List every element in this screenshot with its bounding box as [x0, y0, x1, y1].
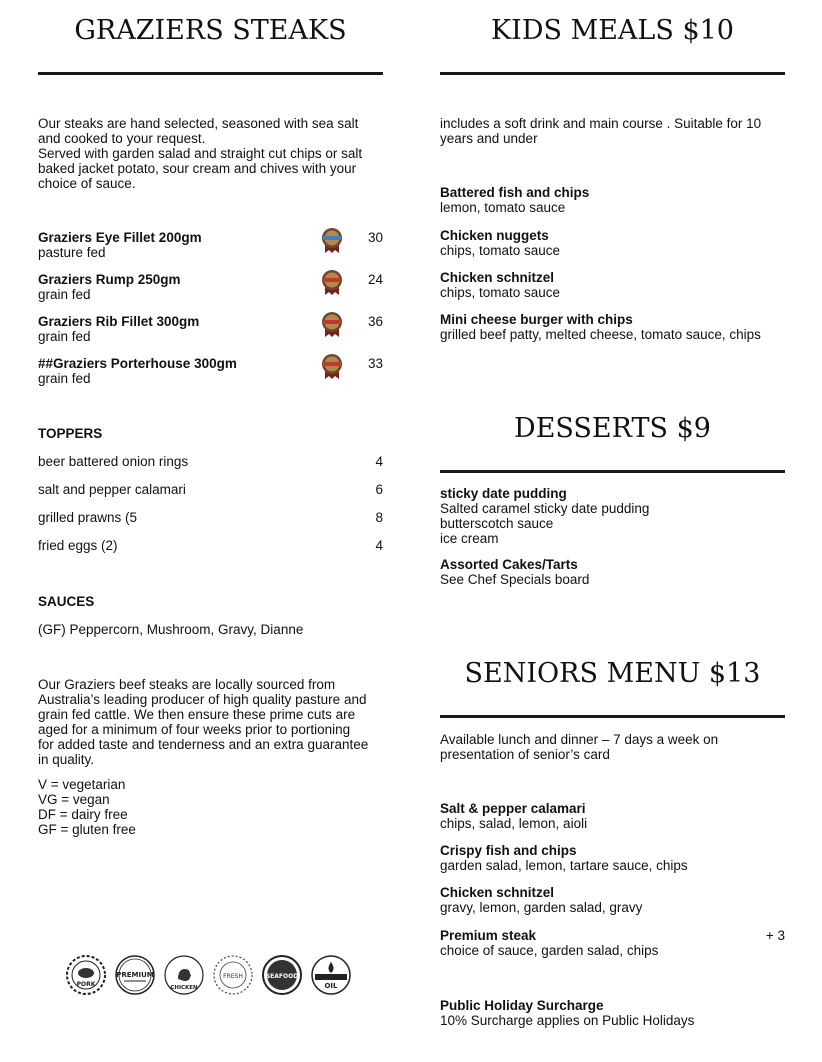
- about-line: aged for a minimum of four weeks prior to portioning: [38, 722, 351, 737]
- steak-item-price: 33: [367, 356, 383, 371]
- dessert-item-desc: Salted caramel sticky date pudding: [440, 501, 650, 516]
- fresh-seafood-logo: [262, 955, 302, 995]
- dessert-item-name: Assorted Cakes/Tarts: [440, 557, 578, 572]
- topper-price: 4: [375, 538, 383, 553]
- seniors-intro-line: presentation of senior’s card: [440, 747, 610, 762]
- surcharge-name: Public Holiday Surcharge: [440, 998, 604, 1013]
- seniors-title: SENIORS MENU $13: [464, 658, 761, 689]
- steak-item-desc: grain fed: [38, 371, 91, 386]
- about-line: in quality.: [38, 752, 95, 767]
- kids-intro: [440, 116, 785, 146]
- premium-beef-badge-icon: [321, 227, 343, 253]
- seniors-intro: [440, 732, 785, 762]
- kids-item-desc: chips, tomato sauce: [440, 243, 561, 258]
- polyunsaturated-oil-logo: [311, 955, 351, 995]
- dessert-item-name: sticky date pudding: [440, 486, 567, 501]
- dessert-item-desc: butterscotch sauce: [440, 516, 554, 531]
- steak-item: [38, 356, 383, 386]
- steaks-intro-line: Served with garden salad and straight cut chips or salt: [38, 146, 363, 161]
- steak-item-name: Graziers Rib Fillet 300gm: [38, 314, 200, 329]
- seniors-item-price: + 3: [765, 928, 785, 943]
- seniors-intro-line: Available lunch and dinner – 7 days a week on: [440, 732, 719, 747]
- kids-item: [440, 228, 785, 258]
- steak-item-desc: grain fed: [38, 287, 91, 302]
- kids-title: KIDS MEALS $10: [491, 15, 734, 46]
- kids-item-desc: lemon, tomato sauce: [440, 200, 566, 215]
- seniors-item-name: Crispy fish and chips: [440, 843, 577, 858]
- topper-name: salt and pepper calamari: [38, 482, 186, 497]
- sauces-heading: SAUCES: [38, 594, 95, 609]
- steak-item-price: 24: [367, 272, 383, 287]
- seniors-item-desc: garden salad, lemon, tartare sauce, chips: [440, 858, 688, 873]
- kids-item: [440, 312, 785, 342]
- logo-label: FRESH: [223, 973, 243, 980]
- seniors-item-name: Salt & pepper calamari: [440, 801, 586, 816]
- seniors-item: [440, 801, 785, 831]
- legend-item: V = vegetarian: [38, 777, 126, 792]
- logo-label: SEAFOOD: [265, 973, 299, 980]
- kids-divider: [440, 72, 785, 75]
- steak-item: [38, 314, 383, 344]
- logo-label: PORK: [76, 981, 96, 988]
- topper-item: [38, 538, 383, 553]
- sauces-list: (GF) Peppercorn, Mushroom, Gravy, Dianne: [38, 622, 304, 637]
- steaks-intro-line: and cooked to your request.: [38, 131, 206, 146]
- topper-name: fried eggs (2): [38, 538, 118, 553]
- steaks-divider: [38, 72, 383, 75]
- seniors-item-desc: choice of sauce, garden salad, chips: [440, 943, 659, 958]
- steak-item: [38, 230, 383, 260]
- premium-beef-logo: [115, 955, 155, 995]
- topper-name: beer battered onion rings: [38, 454, 189, 469]
- cage-free-chicken-logo: [164, 955, 204, 995]
- seniors-item-desc: gravy, lemon, garden salad, gravy: [440, 900, 643, 915]
- steak-item-name: Graziers Eye Fillet 200gm: [38, 230, 202, 245]
- premium-beef-badge-icon: [321, 353, 343, 379]
- steaks-title: GRAZIERS STEAKS: [74, 15, 347, 46]
- quality-logos: [66, 955, 356, 999]
- kids-item: [440, 270, 785, 300]
- kids-item: [440, 185, 785, 215]
- seniors-item-desc: chips, salad, lemon, aioli: [440, 816, 588, 831]
- steak-item-desc: pasture fed: [38, 245, 106, 260]
- kids-item-desc: chips, tomato sauce: [440, 285, 561, 300]
- kids-item-name: Mini cheese burger with chips: [440, 312, 633, 327]
- topper-price: 6: [375, 482, 383, 497]
- seniors-item: [440, 928, 785, 958]
- seniors-divider: [440, 715, 785, 718]
- topper-item: [38, 454, 383, 469]
- kids-item-name: Battered fish and chips: [440, 185, 590, 200]
- about-text: [38, 677, 383, 767]
- steaks-intro-line: baked jacket potato, sour cream and chives with your: [38, 161, 357, 176]
- steaks-intro: [38, 116, 383, 191]
- fresh-produce-logo: [213, 955, 253, 995]
- seniors-item-name: Premium steak: [440, 928, 537, 943]
- about-line: Our Graziers beef steaks are locally sourced from: [38, 677, 336, 692]
- logo-label: PREMIUM: [116, 971, 154, 979]
- topper-item: [38, 510, 383, 525]
- steak-item-desc: grain fed: [38, 329, 91, 344]
- topper-price: 8: [375, 510, 383, 525]
- steak-item-name: Graziers Rump 250gm: [38, 272, 181, 287]
- legend-item: VG = vegan: [38, 792, 110, 807]
- kids-intro-line: includes a soft drink and main course . Suitable for 10: [440, 116, 762, 131]
- dessert-item: [440, 486, 785, 546]
- logo-label: OIL: [324, 982, 338, 990]
- surcharge-desc: 10% Surcharge applies on Public Holidays: [440, 1013, 695, 1028]
- premium-beef-badge-icon: [321, 311, 343, 337]
- premium-beef-badge-icon: [321, 269, 343, 295]
- toppers-heading: TOPPERS: [38, 426, 103, 441]
- steak-item-name: ##Graziers Porterhouse 300gm: [38, 356, 237, 371]
- dessert-item-desc: See Chef Specials board: [440, 572, 590, 587]
- seniors-item-name: Chicken schnitzel: [440, 885, 555, 900]
- logo-label: CHICKEN: [170, 985, 198, 991]
- kids-item-name: Chicken schnitzel: [440, 270, 555, 285]
- surcharge-notice: [440, 998, 785, 1028]
- desserts-divider: [440, 470, 785, 473]
- steaks-intro-line: Our steaks are hand selected, seasoned with sea salt: [38, 116, 359, 131]
- seniors-item: [440, 885, 785, 915]
- kids-item-name: Chicken nuggets: [440, 228, 549, 243]
- dietary-legend: [38, 777, 383, 837]
- dessert-item: [440, 557, 785, 587]
- topper-price: 4: [375, 454, 383, 469]
- steak-item-price: 30: [367, 230, 383, 245]
- legend-item: GF = gluten free: [38, 822, 136, 837]
- kids-item-desc: grilled beef patty, melted cheese, tomato sauce, chips: [440, 327, 761, 342]
- dessert-item-desc: ice cream: [440, 531, 499, 546]
- steak-item-price: 36: [367, 314, 383, 329]
- legend-item: DF = dairy free: [38, 807, 128, 822]
- topper-item: [38, 482, 383, 497]
- steak-item: [38, 272, 383, 302]
- seniors-item: [440, 843, 785, 873]
- kids-intro-line: years and under: [440, 131, 538, 146]
- about-line: for added taste and tenderness and an extra guarantee: [38, 737, 369, 752]
- about-line: Australia’s leading producer of high quality pasture and: [38, 692, 367, 707]
- steaks-intro-line: choice of sauce.: [38, 176, 136, 191]
- topper-name: grilled prawns (5: [38, 510, 138, 525]
- desserts-title: DESSERTS $9: [514, 413, 711, 444]
- about-line: grain fed cattle. We then ensure these prime cuts are: [38, 707, 356, 722]
- premium-pork-logo: [66, 955, 106, 995]
